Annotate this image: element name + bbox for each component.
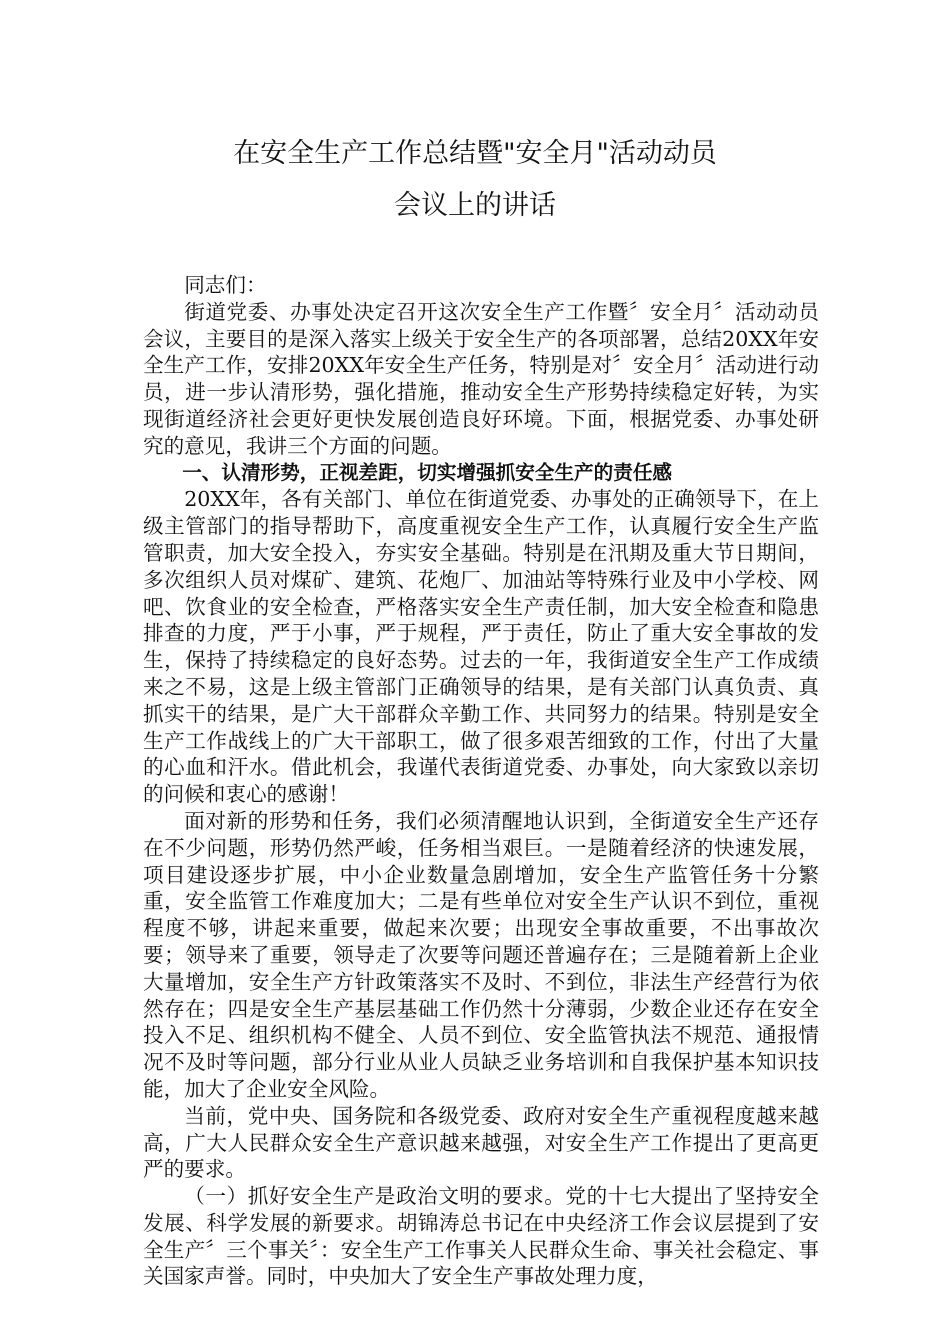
paragraph-requirements: 当前，党中央、国务院和各级党委、政府对安全生产重视程度越来越高，广大人民群众安全生产意识越来越强，对安全生产工作提出了更高更严的要求。 (143, 1103, 819, 1182)
paragraph-problems: 面对新的形势和任务，我们必须清醒地认识到，全街道安全生产还存在不少问题，形势仍然严峻，任务相当艰巨。一是随着经济的快速发展，项目建设逐步扩展，中小企业数量急剧增加，安全生产监管任务十分繁重，安全监管工作难度加大；二是有些单位对安全生产认识不到位，重视程度不够，讲起来重要，做起来次要；出现安全事故重要，不出事故次要；领导来了重要，领导走了次要等问题还普遍存在；三是随着新上企业大量增加，安全生产方针政策落实不及时、不到位，非法生产经营行为依然存在；四是安全生产基层基础工作仍然十分薄弱，少数企业还存在安全投入不足、组织机构不健全、人员不到位、安全监管执法不规范、通报情况不及时等问题，部分行业从业人员缺乏业务培训和自我保护基本知识技能，加大了企业安全风险。 (143, 808, 819, 1101)
paragraph-achievements: 20XX年，各有关部门、单位在街道党委、办事处的正确领导下，在上级主管部门的指导帮助下，高度重视安全生产工作，认真履行安全生产监管职责，加大安全投入，夯实安全基础。特别是在汛期及重大节日期间，多次组织人员对煤矿、建筑、花炮厂、加油站等特殊行业及中小学校、网吧、饮食业的安全检查，严格落实安全生产责任制，加大安全检查和隐患排查的力度，严于小事，严于规程，严于责任，防止了重大安全事故的发生，保持了持续稳定的良好态势。过去的一年，我街道安全生产工作成绩来之不易，这是上级主管部门正确领导的结果，是有关部门认真负责、真抓实干的结果，是广大干部群众辛勤工作、共同努力的结果。特别是安全生产工作战线上的广大干部职工，做了很多艰苦细致的工作，付出了大量的心血和汗水。借此机会，我谨代表街道党委、办事处，向大家致以亲切的问候和衷心的感谢！ (143, 487, 819, 807)
title-line-1: 在安全生产工作总结暨"安全月"活动动员 (233, 138, 717, 169)
document-body (143, 272, 819, 1290)
intro-paragraph: 街道党委、办事处决定召开这次安全生产工作暨〞安全月〞活动动员会议，主要目的是深入落实上级关于安全生产的各项部署，总结20XX年安全生产工作，安排20XX年安全生产任务，特别是对〞安全月〞活动进行动员，进一步认清形势，强化措施，推动安全生产形势持续稳定好转，为实现街道经济社会更好更快发展创造良好环境。下面，根据党委、办事处研究的意见，我讲三个方面的问题。 (143, 299, 819, 458)
document-title (0, 128, 950, 232)
salutation: 同志们： (184, 273, 267, 297)
paragraph-political-civilization: （一）抓好安全生产是政治文明的要求。党的十七大提出了坚持安全发展、科学发展的新要求。胡锦涛总书记在中央经济工作会议层提到了安全生产〞三个事关〞：安全生产工作事关人民群众生命、事关社会稳定、事关国家声誉。同时，中央加大了安全生产事故处理力度， (143, 1184, 819, 1289)
title-line-2: 会议上的讲话 (394, 190, 556, 221)
section-heading-1: 一、认清形势，正视差距，切实增强抓安全生产的责任感 (182, 460, 673, 484)
